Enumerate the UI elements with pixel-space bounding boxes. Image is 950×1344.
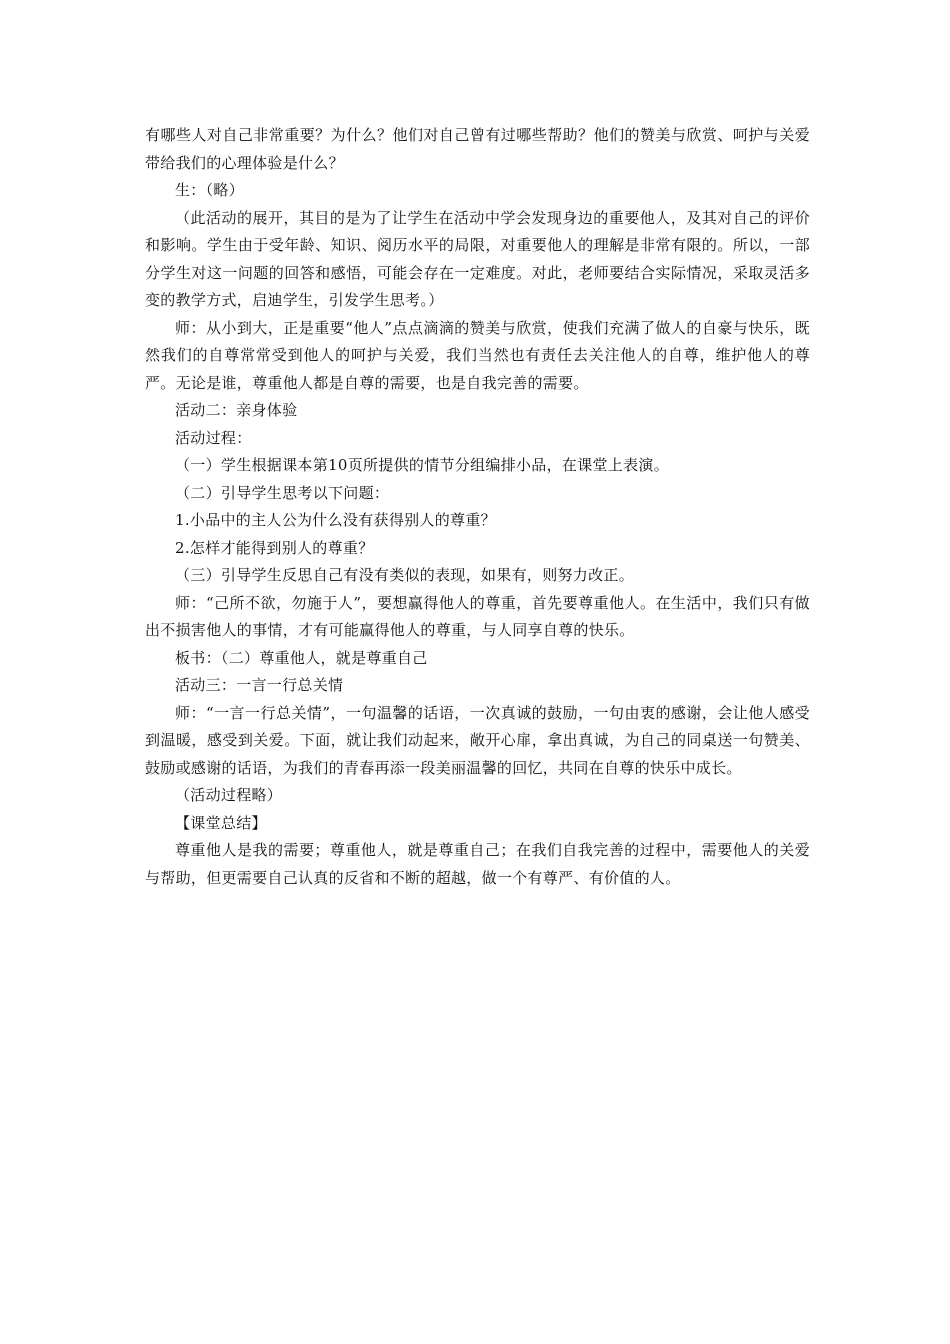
step-one: （一）学生根据课本第10页所提供的情节分组编排小品，在课堂上表演。 bbox=[175, 456, 669, 474]
label-activity-process: 活动过程： bbox=[175, 428, 252, 447]
heading-class-summary: 【课堂总结】 bbox=[175, 813, 267, 832]
heading-activity-three: 活动三：一言一行总关情 bbox=[175, 676, 344, 694]
heading-activity-two: 活动二：亲身体验 bbox=[175, 401, 298, 419]
paragraph-teacher-remark-3: 师：“一言一行总关情”，一句温馨的话语，一次真诚的鼓励，一句由衷的感谢，会让他人感受到温暖，感受到关爱。下面，就让我们动起来，敞开心扉，拿出真诚，为自己的同桌送一句赞美、鼓励或感谢的话语，为我们的青春再添一段美丽温馨的回忆，共同在自尊的快乐中成长。 bbox=[145, 703, 810, 777]
paragraph-summary: 尊重他人是我的需要；尊重他人，就是尊重自己；在我们自我完善的过程中，需要他人的关爱与帮助，但更需要自己认真的反省和不断的超越，做一个有尊严、有价值的人。 bbox=[145, 841, 810, 887]
question-one: 1.小品中的主人公为什么没有获得别人的尊重？ bbox=[175, 511, 496, 529]
paragraph-student-answer: 生：（略） bbox=[175, 181, 245, 199]
paragraph-question-intro: 有哪些人对自己非常重要？为什么？他们对自己曾有过哪些帮助？他们的赞美与欣赏、呵护与关爱带给我们的心理体验是什么？ bbox=[145, 126, 810, 172]
step-three: （三）引导学生反思自己有没有类似的表现，如果有，则努力改正。 bbox=[175, 566, 635, 584]
paragraph-activity-note: （此活动的展开，其目的是为了让学生在活动中学会发现身边的重要他人，及其对自己的评价和影响。学生由于受年龄、知识、阅历水平的局限，对重要他人的理解是非常有限的。所以，一部分学生对这一问题的回答和感悟，可能会存在一定难度。对此，老师要结合实际情况，采取灵活多变的教学方式，启迪学生，引发学生思考。） bbox=[145, 208, 810, 309]
activity-process-omitted: （活动过程略） bbox=[175, 786, 283, 804]
paragraph-teacher-remark-1: 师：从小到大，正是重要“他人”点点滴滴的赞美与欣赏，使我们充满了做人的自豪与快乐，既然我们的自尊常常受到他人的呵护与关爱，我们当然也有责任去关注他人的自尊，维护他人的尊严。无论是谁，尊重他人都是自尊的需要，也是自我完善的需要。 bbox=[145, 318, 810, 392]
question-two: 2.怎样才能得到别人的尊重？ bbox=[175, 538, 374, 557]
step-two: （二）引导学生思考以下问题： bbox=[175, 483, 390, 502]
blackboard-note: 板书：（二）尊重他人，就是尊重自己 bbox=[175, 648, 428, 667]
paragraph-teacher-remark-2: 师：“己所不欲，勿施于人”，要想赢得他人的尊重，首先要尊重他人。在生活中，我们只有做出不损害他人的事情，才有可能赢得他人的尊重，与人同享自尊的快乐。 bbox=[145, 593, 810, 639]
document-page bbox=[145, 122, 810, 892]
